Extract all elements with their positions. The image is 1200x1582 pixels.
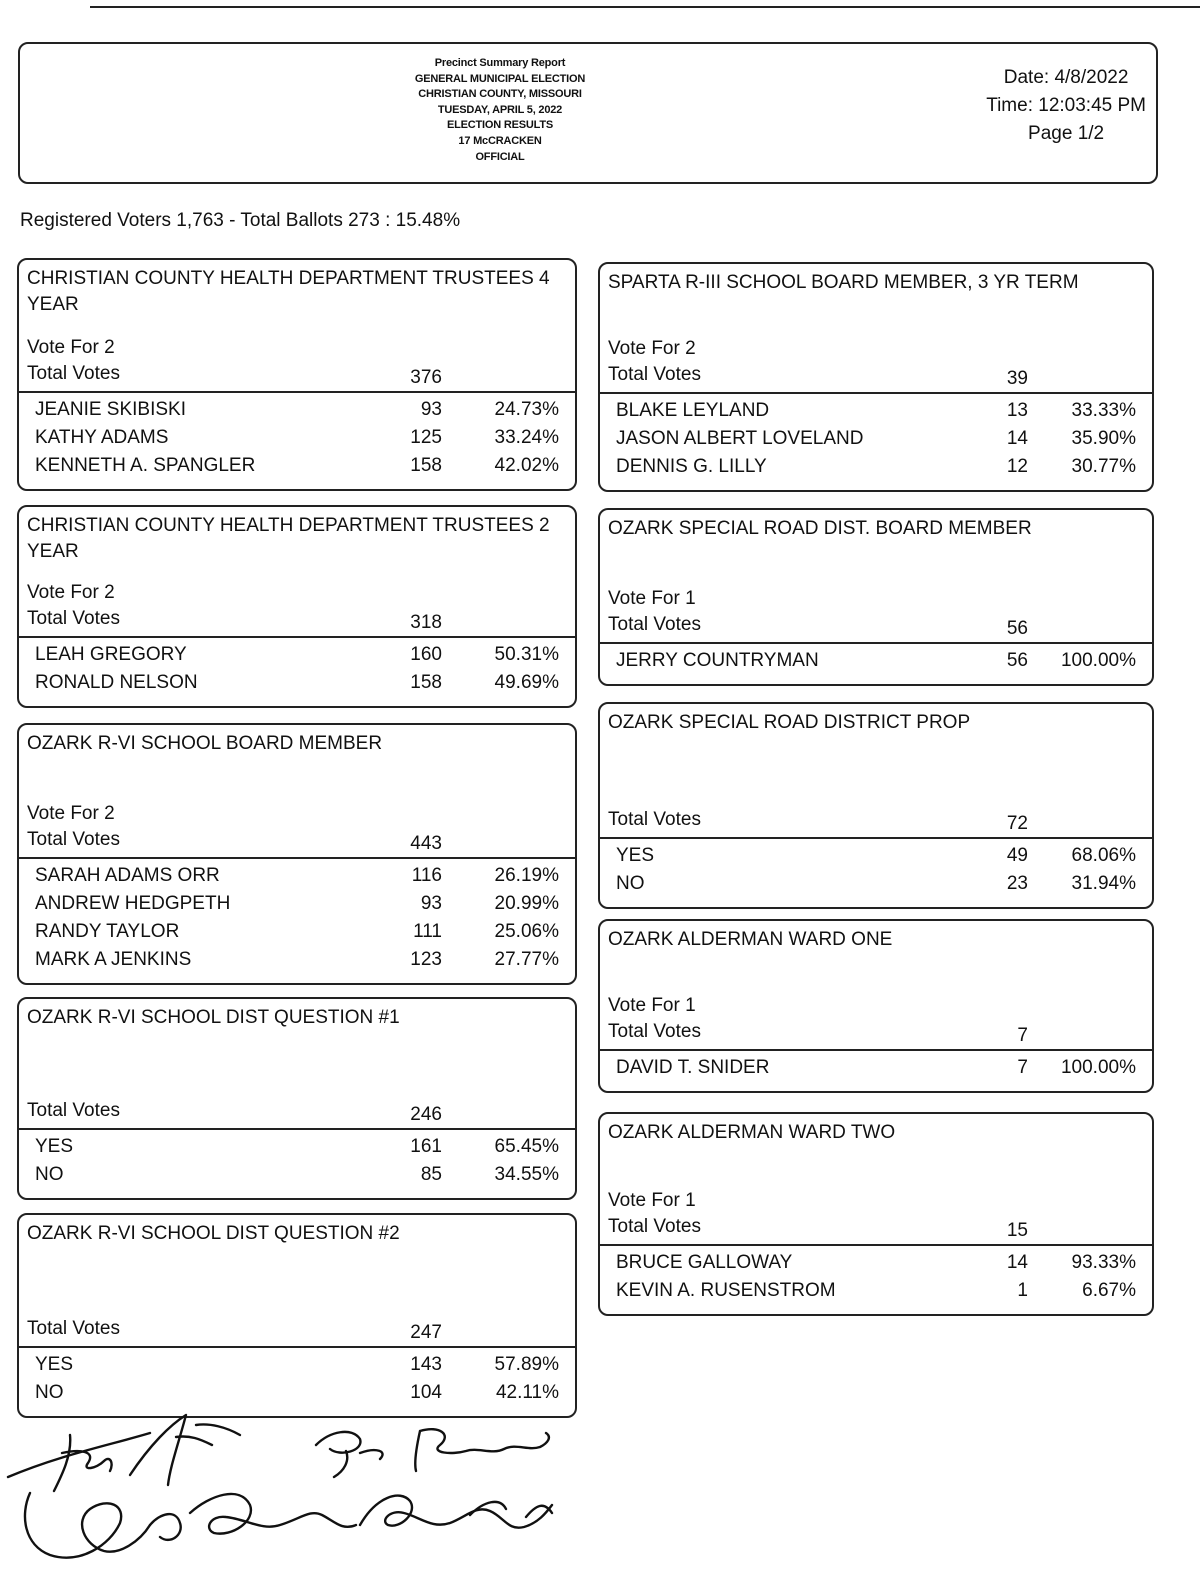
contest-title: OZARK SPECIAL ROAD DIST. BOARD MEMBER — [608, 518, 1032, 539]
candidate-row — [19, 1136, 575, 1164]
total-votes-label: Total Votes — [27, 1100, 120, 1121]
candidate-votes: 93 — [420, 893, 442, 914]
candidate-row — [600, 428, 1152, 456]
report-time: Time: 12:03:45 PM — [986, 95, 1146, 116]
total-votes-value: 443 — [410, 833, 442, 854]
candidate-percent: 30.77% — [1071, 456, 1136, 477]
candidate-name: NO — [35, 1382, 64, 1403]
candidate-name: MARK A JENKINS — [35, 949, 192, 970]
total-votes-value: 246 — [410, 1104, 442, 1125]
total-votes-value: 56 — [1006, 618, 1028, 639]
candidate-row — [19, 455, 575, 483]
candidate-row — [19, 1354, 575, 1382]
candidate-percent: 20.99% — [494, 893, 559, 914]
candidate-name: JERRY COUNTRYMAN — [616, 650, 819, 671]
candidate-votes: 14 — [1006, 1252, 1028, 1273]
candidate-row — [600, 1252, 1152, 1280]
contest-title: OZARK SPECIAL ROAD DISTRICT PROP — [608, 712, 971, 733]
candidate-row — [19, 427, 575, 455]
vote-for-label: Vote For 1 — [608, 995, 696, 1016]
contest-box — [17, 1213, 577, 1418]
report-date: Date: 4/8/2022 — [1003, 67, 1129, 88]
candidate-row — [19, 949, 575, 977]
heading-line: 17 McCRACKEN — [458, 134, 542, 147]
contest-title: CHRISTIAN COUNTY HEALTH DEPARTMENT TRUSTEES 4 YEAR — [27, 268, 550, 315]
candidate-votes: 23 — [1006, 873, 1028, 894]
contest-title: SPARTA R-III SCHOOL BOARD MEMBER, 3 YR TERM — [608, 272, 1079, 293]
total-votes-value: 247 — [410, 1322, 442, 1343]
contest-box — [598, 1112, 1154, 1316]
candidate-percent: 35.90% — [1071, 428, 1136, 449]
total-votes-label: Total Votes — [608, 1021, 701, 1042]
total-votes-value: 72 — [1006, 813, 1028, 834]
candidate-row — [19, 1164, 575, 1192]
candidate-name: NO — [35, 1164, 64, 1185]
report-header — [18, 42, 1158, 184]
heading-line: TUESDAY, APRIL 5, 2022 — [437, 103, 563, 116]
vote-for-label: Vote For 1 — [608, 588, 696, 609]
contest-box — [17, 723, 577, 985]
heading-line: GENERAL MUNICIPAL ELECTION — [414, 72, 586, 85]
candidate-percent: 27.77% — [494, 949, 559, 970]
candidate-votes: 12 — [1006, 456, 1028, 477]
candidate-row — [19, 644, 575, 672]
candidate-name: JASON ALBERT LOVELAND — [616, 428, 864, 449]
total-votes-value: 15 — [1006, 1220, 1028, 1241]
contest-title: OZARK R-VI SCHOOL BOARD MEMBER — [27, 733, 383, 754]
candidate-percent: 65.45% — [494, 1136, 559, 1157]
candidate-name: YES — [35, 1354, 74, 1375]
contest-divider — [600, 642, 1152, 644]
contest-title: OZARK R-VI SCHOOL DIST QUESTION #1 — [27, 1007, 400, 1028]
contest-box — [598, 919, 1154, 1093]
total-votes-value: 376 — [410, 367, 442, 388]
total-votes-label: Total Votes — [27, 829, 120, 850]
candidate-votes: 14 — [1006, 428, 1028, 449]
candidate-votes: 160 — [410, 644, 442, 665]
report-page: Page 1/2 — [1028, 123, 1105, 144]
contest-divider — [19, 391, 575, 393]
candidate-name: LEAH GREGORY — [35, 644, 187, 665]
total-votes-label: Total Votes — [27, 1318, 120, 1339]
candidate-percent: 26.19% — [494, 865, 559, 886]
candidate-row — [19, 399, 575, 427]
candidate-row — [600, 400, 1152, 428]
contest-divider — [600, 837, 1152, 839]
candidate-row — [19, 865, 575, 893]
candidate-votes: 56 — [1006, 650, 1028, 671]
vote-for-label: Vote For 1 — [608, 1190, 696, 1211]
candidate-percent: 50.31% — [494, 644, 559, 665]
candidate-name: DENNIS G. LILLY — [616, 456, 767, 477]
candidate-votes: 13 — [1006, 400, 1028, 421]
candidate-votes: 116 — [411, 865, 442, 886]
contest-title: OZARK R-VI SCHOOL DIST QUESTION #2 — [27, 1223, 400, 1244]
contest-title: OZARK ALDERMAN WARD TWO — [608, 1122, 896, 1143]
report-meta — [986, 64, 1146, 148]
contest-box — [598, 508, 1154, 686]
contest-box — [17, 258, 577, 491]
candidate-row — [19, 893, 575, 921]
total-votes-label: Total Votes — [27, 363, 120, 384]
total-votes-label: Total Votes — [608, 809, 701, 830]
candidate-votes: 85 — [420, 1164, 442, 1185]
candidate-name: YES — [35, 1136, 74, 1157]
candidate-row — [600, 456, 1152, 484]
contest-divider — [600, 392, 1152, 394]
total-votes-label: Total Votes — [608, 614, 701, 635]
candidate-name: NO — [616, 873, 645, 894]
total-votes-value: 318 — [410, 612, 442, 633]
candidate-votes: 1 — [1017, 1280, 1028, 1301]
total-votes-label: Total Votes — [27, 608, 120, 629]
candidate-percent: 68.06% — [1071, 845, 1136, 866]
top-rule — [90, 6, 1200, 8]
contest-title: OZARK ALDERMAN WARD ONE — [608, 929, 893, 950]
candidate-row — [600, 650, 1152, 678]
candidate-votes: 125 — [410, 427, 442, 448]
candidate-percent: 25.06% — [494, 921, 559, 942]
candidate-votes: 161 — [410, 1136, 442, 1157]
candidate-percent: 57.89% — [494, 1354, 559, 1375]
candidate-name: ANDREW HEDGPETH — [35, 893, 231, 914]
vote-for-label: Vote For 2 — [27, 582, 115, 603]
candidate-percent: 42.11% — [495, 1382, 559, 1403]
report-heading — [350, 56, 650, 165]
candidate-name: KEVIN A. RUSENSTROM — [616, 1280, 836, 1301]
candidate-row — [19, 672, 575, 700]
candidate-percent: 42.02% — [494, 455, 559, 476]
candidate-percent: 33.24% — [494, 427, 559, 448]
candidate-name: RANDY TAYLOR — [35, 921, 180, 942]
contest-divider — [600, 1244, 1152, 1246]
candidate-row — [600, 1280, 1152, 1308]
contest-box — [17, 505, 577, 708]
contest-box — [598, 262, 1154, 492]
candidate-votes: 143 — [410, 1354, 442, 1375]
candidate-name: DAVID T. SNIDER — [616, 1057, 770, 1078]
heading-line: OFFICIAL — [475, 150, 525, 163]
candidate-percent: 34.55% — [494, 1164, 559, 1185]
candidate-row — [600, 873, 1152, 901]
vote-for-label: Vote For 2 — [27, 803, 115, 824]
candidate-row — [600, 845, 1152, 873]
candidate-percent: 100.00% — [1060, 1057, 1136, 1078]
candidate-votes: 7 — [1017, 1057, 1028, 1078]
total-votes-label: Total Votes — [608, 364, 701, 385]
candidate-row — [19, 921, 575, 949]
contest-divider — [19, 1346, 575, 1348]
vote-for-label: Vote For 2 — [27, 337, 115, 358]
candidate-percent: 24.73% — [494, 399, 559, 420]
candidate-votes: 93 — [420, 399, 442, 420]
candidate-name: BRUCE GALLOWAY — [616, 1252, 793, 1273]
candidate-name: RONALD NELSON — [35, 672, 198, 693]
total-votes-value: 39 — [1006, 368, 1028, 389]
candidate-votes: 123 — [410, 949, 442, 970]
contest-box — [598, 702, 1154, 909]
heading-line: CHRISTIAN COUNTY, MISSOURI — [418, 88, 582, 101]
candidate-percent: 6.67% — [1082, 1280, 1136, 1301]
candidate-votes: 158 — [410, 455, 442, 476]
contest-divider — [19, 857, 575, 859]
candidate-percent: 100.00% — [1060, 650, 1136, 671]
contest-divider — [19, 1128, 575, 1130]
candidate-votes: 158 — [410, 672, 442, 693]
candidate-percent: 31.94% — [1071, 873, 1136, 894]
candidate-name: YES — [616, 845, 655, 866]
candidate-name: KATHY ADAMS — [35, 427, 169, 448]
candidate-name: JEANIE SKIBISKI — [35, 399, 186, 420]
contest-divider — [19, 636, 575, 638]
contest-divider — [600, 1049, 1152, 1051]
total-votes-label: Total Votes — [608, 1216, 701, 1237]
candidate-percent: 49.69% — [494, 672, 559, 693]
candidate-percent: 93.33% — [1071, 1252, 1136, 1273]
heading-line: ELECTION RESULTS — [447, 119, 553, 132]
registered-voters: Registered Voters 1,763 - Total Ballots 273 : 15.48% — [20, 210, 461, 231]
total-votes-value: 7 — [1017, 1025, 1028, 1046]
signatures — [0, 1405, 600, 1575]
contest-title: CHRISTIAN COUNTY HEALTH DEPARTMENT TRUSTEES 2 YEAR — [27, 515, 550, 562]
contest-box — [17, 997, 577, 1200]
candidate-percent: 33.33% — [1071, 400, 1136, 421]
candidate-name: KENNETH A. SPANGLER — [35, 455, 256, 476]
candidate-name: SARAH ADAMS ORR — [35, 865, 220, 886]
candidate-votes: 104 — [410, 1382, 442, 1403]
candidate-votes: 111 — [413, 921, 442, 942]
candidate-row — [600, 1057, 1152, 1085]
candidate-votes: 49 — [1006, 845, 1028, 866]
heading-line: Precinct Summary Report — [434, 57, 566, 69]
candidate-name: BLAKE LEYLAND — [616, 400, 770, 421]
vote-for-label: Vote For 2 — [608, 338, 696, 359]
